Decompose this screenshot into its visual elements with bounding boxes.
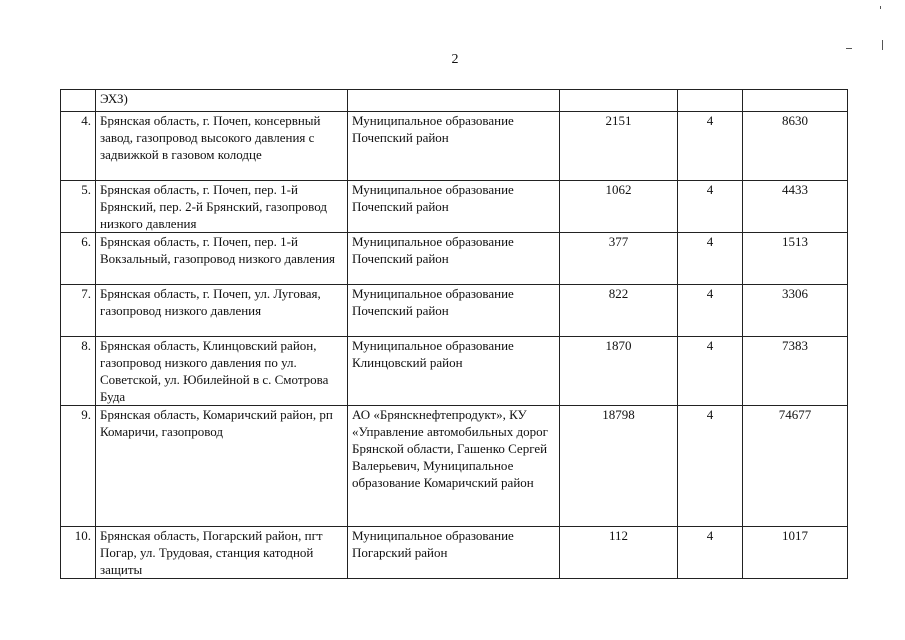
class-cell: 4 (678, 527, 743, 579)
owner-cell: Муниципальное образование Клинцовский район (348, 337, 560, 406)
owner-cell: Муниципальное образование Почепский район (348, 181, 560, 233)
length-cell: 112 (560, 527, 678, 579)
length-cell: 1062 (560, 181, 678, 233)
table-row (61, 181, 848, 233)
scan-mark-dash (846, 48, 852, 49)
address-cell: Брянская область, г. Почеп, пер. 1-й Брянский, пер. 2-й Брянский, газопровод низкого давления (96, 181, 348, 233)
scan-mark-right (882, 40, 883, 50)
address-cell: Брянская область, г. Почеп, пер. 1-й Вокзальный, газопровод низкого давления (96, 233, 348, 285)
owner-cell: АО «Брянскнефтепродукт», КУ «Управление автомобильных дорог Брянской области, Гашенко Сергей Валерьевич, Муниципальное образование Комаричский район (348, 406, 560, 527)
page-number: 2 (451, 52, 459, 67)
row-number-cell: 6. (61, 233, 96, 285)
owner-cell: Муниципальное образование Погарский район (348, 527, 560, 579)
address-cell: Брянская область, Клинцовский район, газопровод низкого давления по ул. Советской, ул. Юбилейной в с. Смотрова Буда (96, 337, 348, 406)
table-row (61, 337, 848, 406)
owner-cell: Муниципальное образование Почепский район (348, 233, 560, 285)
amount-cell: 7383 (743, 337, 848, 406)
row-number-cell: 7. (61, 285, 96, 337)
table-row (61, 406, 848, 527)
scan-mark-top (880, 6, 881, 9)
address-cell: Брянская область, Комаричский район, рп Комаричи, газопровод (96, 406, 348, 527)
address-cell: Брянская область, г. Почеп, ул. Луговая, газопровод низкого давления (96, 285, 348, 337)
amount-cell: 8630 (743, 112, 848, 181)
address-cell: Брянская область, г. Почеп, консервный завод, газопровод высокого давления с задвижкой в газовом колодце (96, 112, 348, 181)
length-cell: 1870 (560, 337, 678, 406)
class-cell: 4 (678, 406, 743, 527)
amount-cell: 3306 (743, 285, 848, 337)
length-cell: 2151 (560, 112, 678, 181)
table-row (61, 527, 848, 579)
amount-cell: 74677 (743, 406, 848, 527)
row-number-cell (61, 90, 96, 112)
class-cell: 4 (678, 112, 743, 181)
owner-cell: Муниципальное образование Почепский район (348, 285, 560, 337)
table-row-continued (61, 90, 848, 112)
class-cell: 4 (678, 181, 743, 233)
document-table (60, 89, 848, 579)
row-number-cell: 5. (61, 181, 96, 233)
value-cell (560, 90, 678, 112)
amount-cell: 1017 (743, 527, 848, 579)
length-cell: 377 (560, 233, 678, 285)
owner-cell: Муниципальное образование Почепский район (348, 112, 560, 181)
length-cell: 18798 (560, 406, 678, 527)
row-number-cell: 10. (61, 527, 96, 579)
amount-cell: 1513 (743, 233, 848, 285)
row-number-cell: 4. (61, 112, 96, 181)
value-cell (678, 90, 743, 112)
table-row (61, 112, 848, 181)
table-row (61, 285, 848, 337)
address-cell: ЭХЗ) (96, 90, 348, 112)
table-row (61, 233, 848, 285)
row-number-cell: 9. (61, 406, 96, 527)
class-cell: 4 (678, 337, 743, 406)
row-number-cell: 8. (61, 337, 96, 406)
address-cell: Брянская область, Погарский район, пгт Погар, ул. Трудовая, станция катодной защиты (96, 527, 348, 579)
owner-cell (348, 90, 560, 112)
class-cell: 4 (678, 285, 743, 337)
amount-cell: 4433 (743, 181, 848, 233)
value-cell (743, 90, 848, 112)
class-cell: 4 (678, 233, 743, 285)
length-cell: 822 (560, 285, 678, 337)
